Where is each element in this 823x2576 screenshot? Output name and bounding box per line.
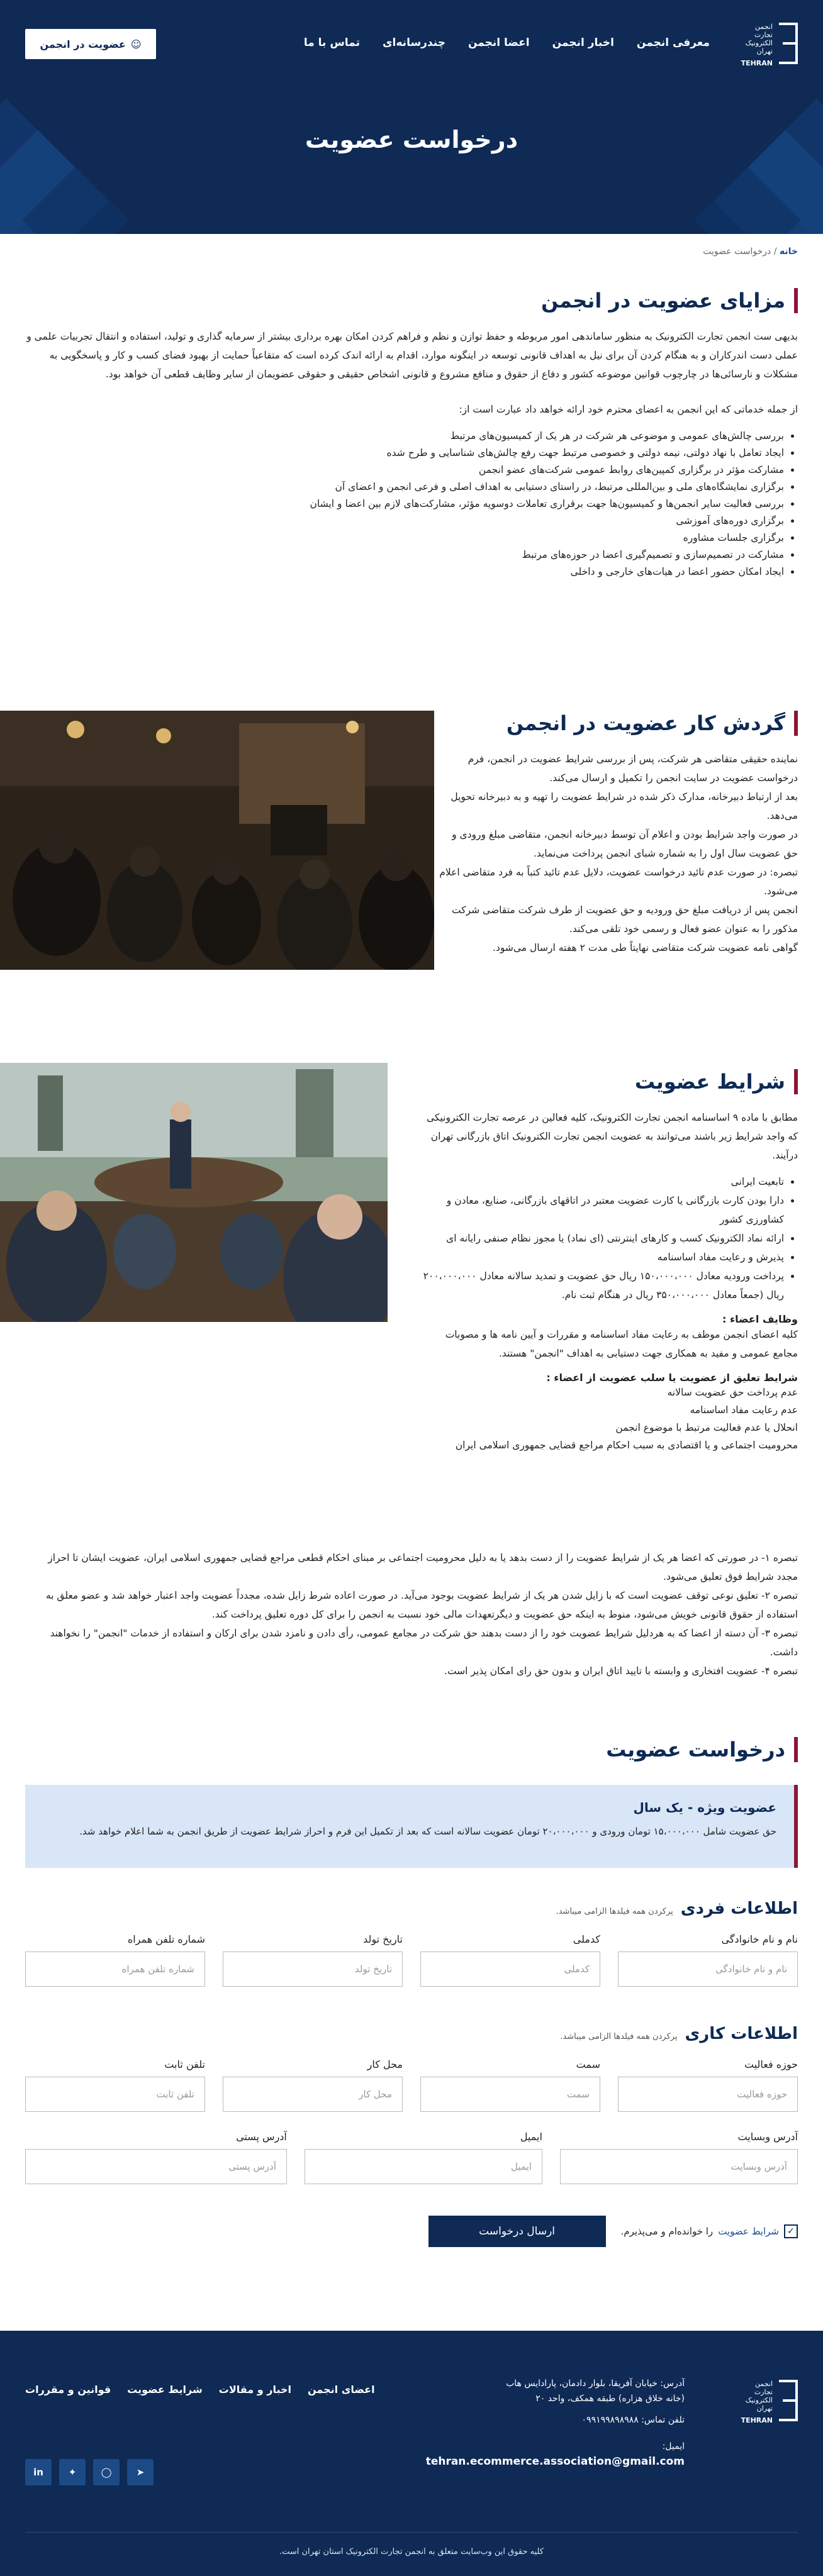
logo-line: الکترونیک: [745, 39, 773, 47]
list-item: • برگزاری نمایشگاه‌های ملی و بین‌المللی مرتبط، در راستای دستیابی به اهداف اصلی و فرعی انجمن و اعضای آن: [25, 479, 784, 496]
conditions-intro: مطابق با ماده ۹ اساسنامه انجمن تجارت الکترونیک، کلیه فعالین در عرصه تجارت الکترونیکی که واجد شرایط زیر باشند می‌توانند به عضویت انجمن تجارت الکترونیک اتاق بازرگانی تهران درآیند.: [426, 1112, 798, 1161]
footer-contact: [425, 2376, 685, 2470]
note-item: تبصره ۴- عضویت افتخاری و وابسته با تایید اتاق ایران و بدون حق رای امکان پذیر است.: [444, 1665, 798, 1677]
conditions-list: [423, 1172, 798, 1304]
event-photo-illustration: [0, 711, 434, 970]
field-label: حوزه فعالیت: [744, 2058, 798, 2070]
footer-links: [25, 2384, 375, 2396]
personal-info-title: اطلاعات فردی: [680, 1899, 798, 1918]
footer-phone: تلفن تماس: ۰۹۹۱۹۹۸۹۸۹۸۸: [581, 2415, 685, 2425]
birthdate-input[interactable]: [223, 1951, 403, 1987]
nav-item-members[interactable]: اعضا انجمن: [467, 36, 530, 49]
benefits-list: [25, 428, 798, 580]
logo-line: تهران: [756, 2404, 773, 2412]
footer-address: آدرس: خیابان آفریقا، بلوار دادمان، پارادایس هاب (خانه خلاق هزاره) طبقه همکف، واحد ۲۰: [506, 2379, 685, 2404]
list-item: • ایجاد امکان حضور اعضا در هیات‌های خارجی و داخلی: [25, 564, 784, 580]
logo-line: انجمن: [755, 2380, 773, 2388]
list-item: • مشارکت مؤثر در برگزاری کمپین‌های روابط عمومی شرکت‌های عضو انجمن: [25, 462, 784, 479]
conditions-section: [423, 1069, 798, 1454]
footer-email-label: ایمیل:: [662, 2441, 685, 2451]
list-item: • بررسی فعالیت سایر انجمن‌ها و کمیسیون‌ها جهت برقراری تعاملات دوسویه مؤثر، مشارکت‌های لازم بین اعضا و ایشان: [25, 496, 784, 513]
list-item: عدم پرداخت حق عضویت سالانه: [667, 1387, 798, 1398]
site-footer: [0, 2331, 823, 2576]
social-links: [25, 2459, 154, 2485]
instagram-icon[interactable]: ◯: [93, 2459, 120, 2485]
nav-item-contact[interactable]: تماس با ما: [303, 36, 360, 49]
list-item: • ارائه نماد الکترونیک کسب و کارهای اینترنتی (ای نماد) یا مجوز نظام صنفی رایانه ای: [423, 1229, 784, 1248]
hero-banner: [0, 0, 823, 234]
logo-en: TEHRAN: [741, 59, 773, 67]
footer-link-news[interactable]: اخبار و مقالات: [218, 2384, 292, 2396]
workflow-line: بعد از ارتباط دبیرخانه، مدارک ذکر شده در شرایط عضویت را تهیه و به دبیرخانه تحویل می‌دهد.: [451, 791, 798, 821]
field-label: آدرس پستی: [236, 2131, 287, 2143]
list-item: • بررسی چالش‌های عمومی و موضوعی هر شرکت در هر یک از کمیسیون‌های مرتبط: [25, 428, 784, 445]
field-label: محل کار: [367, 2058, 403, 2070]
workflow-title: گردش کار عضویت در انجمن: [435, 711, 798, 736]
main-nav: [304, 36, 710, 49]
field-label: شماره تلفن همراه: [127, 1933, 205, 1945]
breadcrumb: [703, 247, 798, 257]
business-info-title: اطلاعات کاری: [685, 2024, 798, 2043]
terms-checkbox[interactable]: ✓: [784, 2224, 798, 2238]
footer-link-rules[interactable]: قوانین و مقررات: [25, 2384, 111, 2396]
required-note: پرکردن همه فیلدها الزامی میباشد.: [560, 2032, 678, 2041]
landline-input[interactable]: [25, 2077, 205, 2112]
mobile-input[interactable]: [25, 1951, 205, 1987]
nav-item-media[interactable]: چندرسانه‌ای: [382, 36, 445, 49]
footer-email[interactable]: tehran.ecommerce.association@gmail.com: [425, 2455, 685, 2468]
notes-section: [25, 1548, 798, 1680]
submit-button[interactable]: ارسال درخواست: [428, 2216, 606, 2247]
note-item: تبصره ۲- تعلیق نوعی توقف عضویت است که با زایل شدن هر یک از شرایط عضویت بوجود می‌آید. در صورت اعاده شرط زایل شده، مجدداً عضویت واجد اعتبار خواهد شد و عضو معلق به استفاده از حقوق قانونی خویش می‌شود، منوط به اینکه حق عضویت و دیگرتعهدات مالی خود نسبت به انجمن را برای کل دوره تعلیق پرداخت کند.: [45, 1590, 798, 1620]
benefits-title: مزایای عضویت در انجمن: [25, 288, 798, 313]
breadcrumb-home[interactable]: خانه: [779, 247, 798, 257]
suspend-title: شرایط تعلیق از عضویت یا سلب عضویت از اعضاء :: [546, 1372, 798, 1384]
national-id-input[interactable]: [420, 1951, 600, 1987]
join-button-label: عضویت در انجمن: [40, 38, 126, 50]
workflow-line: نماینده حقیقی متقاضی هر شرکت، پس از بررسی شرایط عضویت در انجمن، فرم درخواست عضویت در سایت انجمن را تکمیل و ارسال می‌کند.: [467, 753, 798, 784]
page-title: درخواست عضویت: [305, 126, 518, 153]
membership-notice: [25, 1785, 798, 1868]
email-input[interactable]: [305, 2149, 542, 2184]
telegram-icon[interactable]: ➤: [127, 2459, 154, 2485]
logo-line: انجمن: [755, 23, 773, 31]
footer-link-conditions[interactable]: شرایط عضویت: [127, 2384, 203, 2396]
field-label: کدملی: [573, 1933, 600, 1945]
nav-item-about[interactable]: معرفی انجمن: [636, 36, 710, 49]
logo-line: تهران: [756, 47, 773, 55]
list-item: • پرداخت ورودیه معادل ۱۵۰،۰۰۰،۰۰۰ ریال حق عضویت و تمدید سالانه معادل ۲۰۰،۰۰۰،۰۰۰ ریال (جمعاً معادل ۳۵۰،۰۰۰،۰۰۰ ریال در هنگام ثبت نام.: [423, 1267, 784, 1304]
duties-text: کلیه اعضای انجمن موظف به رعایت مفاد اساسنامه و مقررات و آیین نامه ها و مصوبات مجامع عمومی و مفید به همکاری جهت دستیابی به اهداف "انجمن" هستند.: [445, 1329, 798, 1359]
workflow-section: [435, 711, 798, 957]
field-label: تاریخ تولد: [363, 1933, 403, 1945]
field-label: ایمیل: [520, 2131, 542, 2143]
nav-item-news[interactable]: اخبار انجمن: [552, 36, 614, 49]
list-item: • برگزاری جلسات مشاوره: [25, 530, 784, 547]
logo-en: TEHRAN: [741, 2416, 773, 2424]
position-input[interactable]: [420, 2077, 600, 2112]
list-item: • مشارکت در تصمیم‌سازی و تصمیم‌گیری اعضا در حوزه‌های مرتبط: [25, 547, 784, 564]
request-title: درخواست عضویت: [25, 1737, 798, 1762]
logo-line: تجارت: [754, 2388, 773, 2396]
join-button[interactable]: [25, 29, 156, 59]
logo-line: تجارت: [754, 31, 773, 39]
required-note: پرکردن همه فیلدها الزامی میباشد.: [556, 1907, 673, 1916]
workflow-line: تبصره: در صورت عدم تائید درخواست عضویت، دلایل عدم تائید کتباً به فرد متقاضی اعلام می‌شود.: [439, 867, 798, 897]
footer-divider: [25, 2532, 798, 2533]
activity-input[interactable]: [618, 2077, 798, 2112]
list-item: عدم رعایت مفاد اساسنامه: [690, 1404, 798, 1416]
personal-info-group: [25, 1899, 798, 1987]
logo-icon: [779, 2380, 798, 2421]
list-item: • ایجاد تعامل با نهاد دولتی، نیمه دولتی و خصوصی مرتبط جهت رفع چالش‌های شناسایی و طرح شده: [25, 445, 784, 462]
list-item: انحلال یا عدم فعالیت مرتبط با موضوع انجمن: [615, 1422, 798, 1433]
field-label: آدرس وبسایت: [737, 2131, 798, 2143]
copyright: کلیه حقوق این وب‌سایت متعلق به انجمن تجارت الکترونیک استان تهران است.: [279, 2547, 544, 2557]
list-item: • دارا بودن کارت بازرگانی یا کارت عضویت معتبر در اتاقهای بازرگانی، صنایع، معادن و کشاورزی کشور: [423, 1191, 784, 1229]
notice-title: عضویت ویژه - یک سال: [633, 1800, 776, 1815]
submit-row: [25, 2216, 798, 2247]
list-item: • تابعیت ایرانی: [423, 1172, 784, 1191]
twitter-icon[interactable]: ✦: [59, 2459, 86, 2485]
workflow-line: گواهی نامه عضویت شرکت متقاضی نهایتاً طی مدت ۲ هفته ارسال می‌شود.: [493, 942, 798, 953]
note-item: تبصره ۳- آن دسته از اعضا که به هردلیل شرایط عضویت خود را از دست بدهند حق شرکت در مجامع عمومی، رأی دادن و نامزد شدن برای ارکان و استفاده از خدمات "انجمن" را نخواهند داشت.: [50, 1628, 798, 1658]
field-label: سمت: [576, 2058, 600, 2070]
meeting-photo-illustration: [0, 1063, 388, 1322]
user-plus-icon: ☺: [130, 38, 142, 50]
website-input[interactable]: [560, 2149, 798, 2184]
terms-checkbox-row: [621, 2224, 798, 2238]
benefits-intro: بدیهی ست انجمن تجارت الکترونیک به منظور ساماندهی امور مربوطه و حفظ توازن و نظم و فراهم کردن امکان بهره برداری بیشتر از سرمایه گذاری و تولید، استفاده و انتقال تجربیات علمی و عملی دست اندرکاران و به هنگام کردن آن برای نیل به اهداف قانونی توسعه در اینگونه موارد، اقدام به ارائه اندک کرده است که متقاعباً حمایت از بهبود فضای کسب و کار و پاسخگویی به مشکلات و نارسائی‌ها در چارچوب قوانین موضوعه کشور و دفاع از حقوق و منافع مشروع و قانونی اشخاص حقیقی و حقوقی عضو‌یمان از سایر وظایف قطعی آن خواهد بود.: [26, 331, 798, 380]
workplace-input[interactable]: [223, 2077, 403, 2112]
benefits-section: [25, 288, 798, 580]
logo-line: الکترونیک: [745, 2396, 773, 2404]
workflow-photo: [0, 711, 434, 970]
workflow-line: انجمن پس از دریافت مبلغ حق ورودیه و حق عضویت از طرف شرکت متقاضی شرکت مذکور را به عنوان عضو فعال و رسمی خود تلقی می‌کند.: [451, 904, 798, 935]
terms-link[interactable]: شرایط عضویت: [718, 2226, 779, 2237]
list-item: • پذیرش و رعایت مفاد اساسنامه: [423, 1248, 784, 1267]
request-section: [25, 1737, 798, 2247]
business-info-group: [25, 2024, 798, 2184]
list-item: • برگزاری دوره‌های آموزشی: [25, 513, 784, 530]
field-label: تلفن ثابت: [164, 2058, 205, 2070]
duties-title: وظایف اعضاء :: [722, 1313, 798, 1325]
benefits-lead: از جمله خدماتی که این انجمن به اعضای محترم خود ارائه خواهد داد عبارت است از:: [459, 404, 798, 415]
workflow-line: در صورت واجد شرایط بودن و اعلام آن توسط دبیرخانه انجمن، متقاضی مبلغ ورودی و حق عضویت سال اول را به شماره شبای انجمن پرداخت می‌نماید.: [452, 829, 798, 859]
header-bar: [25, 23, 798, 67]
note-item: تبصره ۱- در صورتی که اعضا هر یک از شرایط عضویت را از دست بدهد یا به دلیل محرومیت اجتماعی بر مبنای احکام قطعی مراجع قضایی جمهوری اسلامی ایران، عضویت ایشان تا احراز مجدد شرایط فوق تعلیق می‌شود.: [48, 1552, 798, 1582]
field-label: نام و نام خانوادگی: [721, 1933, 798, 1945]
breadcrumb-separator: /: [773, 247, 777, 257]
fullname-input[interactable]: [618, 1951, 798, 1987]
footer-link-members[interactable]: اعضای انجمن: [308, 2384, 375, 2396]
terms-text: را خوانده‌ام و می‌پذیرم.: [620, 2226, 714, 2237]
logo-icon: [779, 23, 798, 64]
footer-logo[interactable]: [735, 2380, 798, 2424]
list-item: محرومیت اجتماعی و یا اقتصادی به سبب احکام مراجع قضایی جمهوری اسلامی ایران: [455, 1440, 798, 1451]
linkedin-icon[interactable]: in: [25, 2459, 52, 2485]
breadcrumb-current: درخواست عضویت: [703, 247, 771, 257]
suspend-list: [423, 1384, 798, 1454]
postal-address-input[interactable]: [25, 2149, 287, 2184]
conditions-photo: [0, 1063, 388, 1322]
notice-text: حق عضویت شامل ۱۵،۰۰۰،۰۰۰ تومان ورودی و ۲۰،۰۰۰،۰۰۰ تومان عضویت سالانه است که بعد از تکمیل این فرم و احراز شرایط عضویت از طریق انجمن به شما اعلام خواهد شد.: [79, 1826, 776, 1837]
conditions-title: شرایط عضویت: [423, 1069, 798, 1094]
site-logo[interactable]: [735, 23, 798, 67]
